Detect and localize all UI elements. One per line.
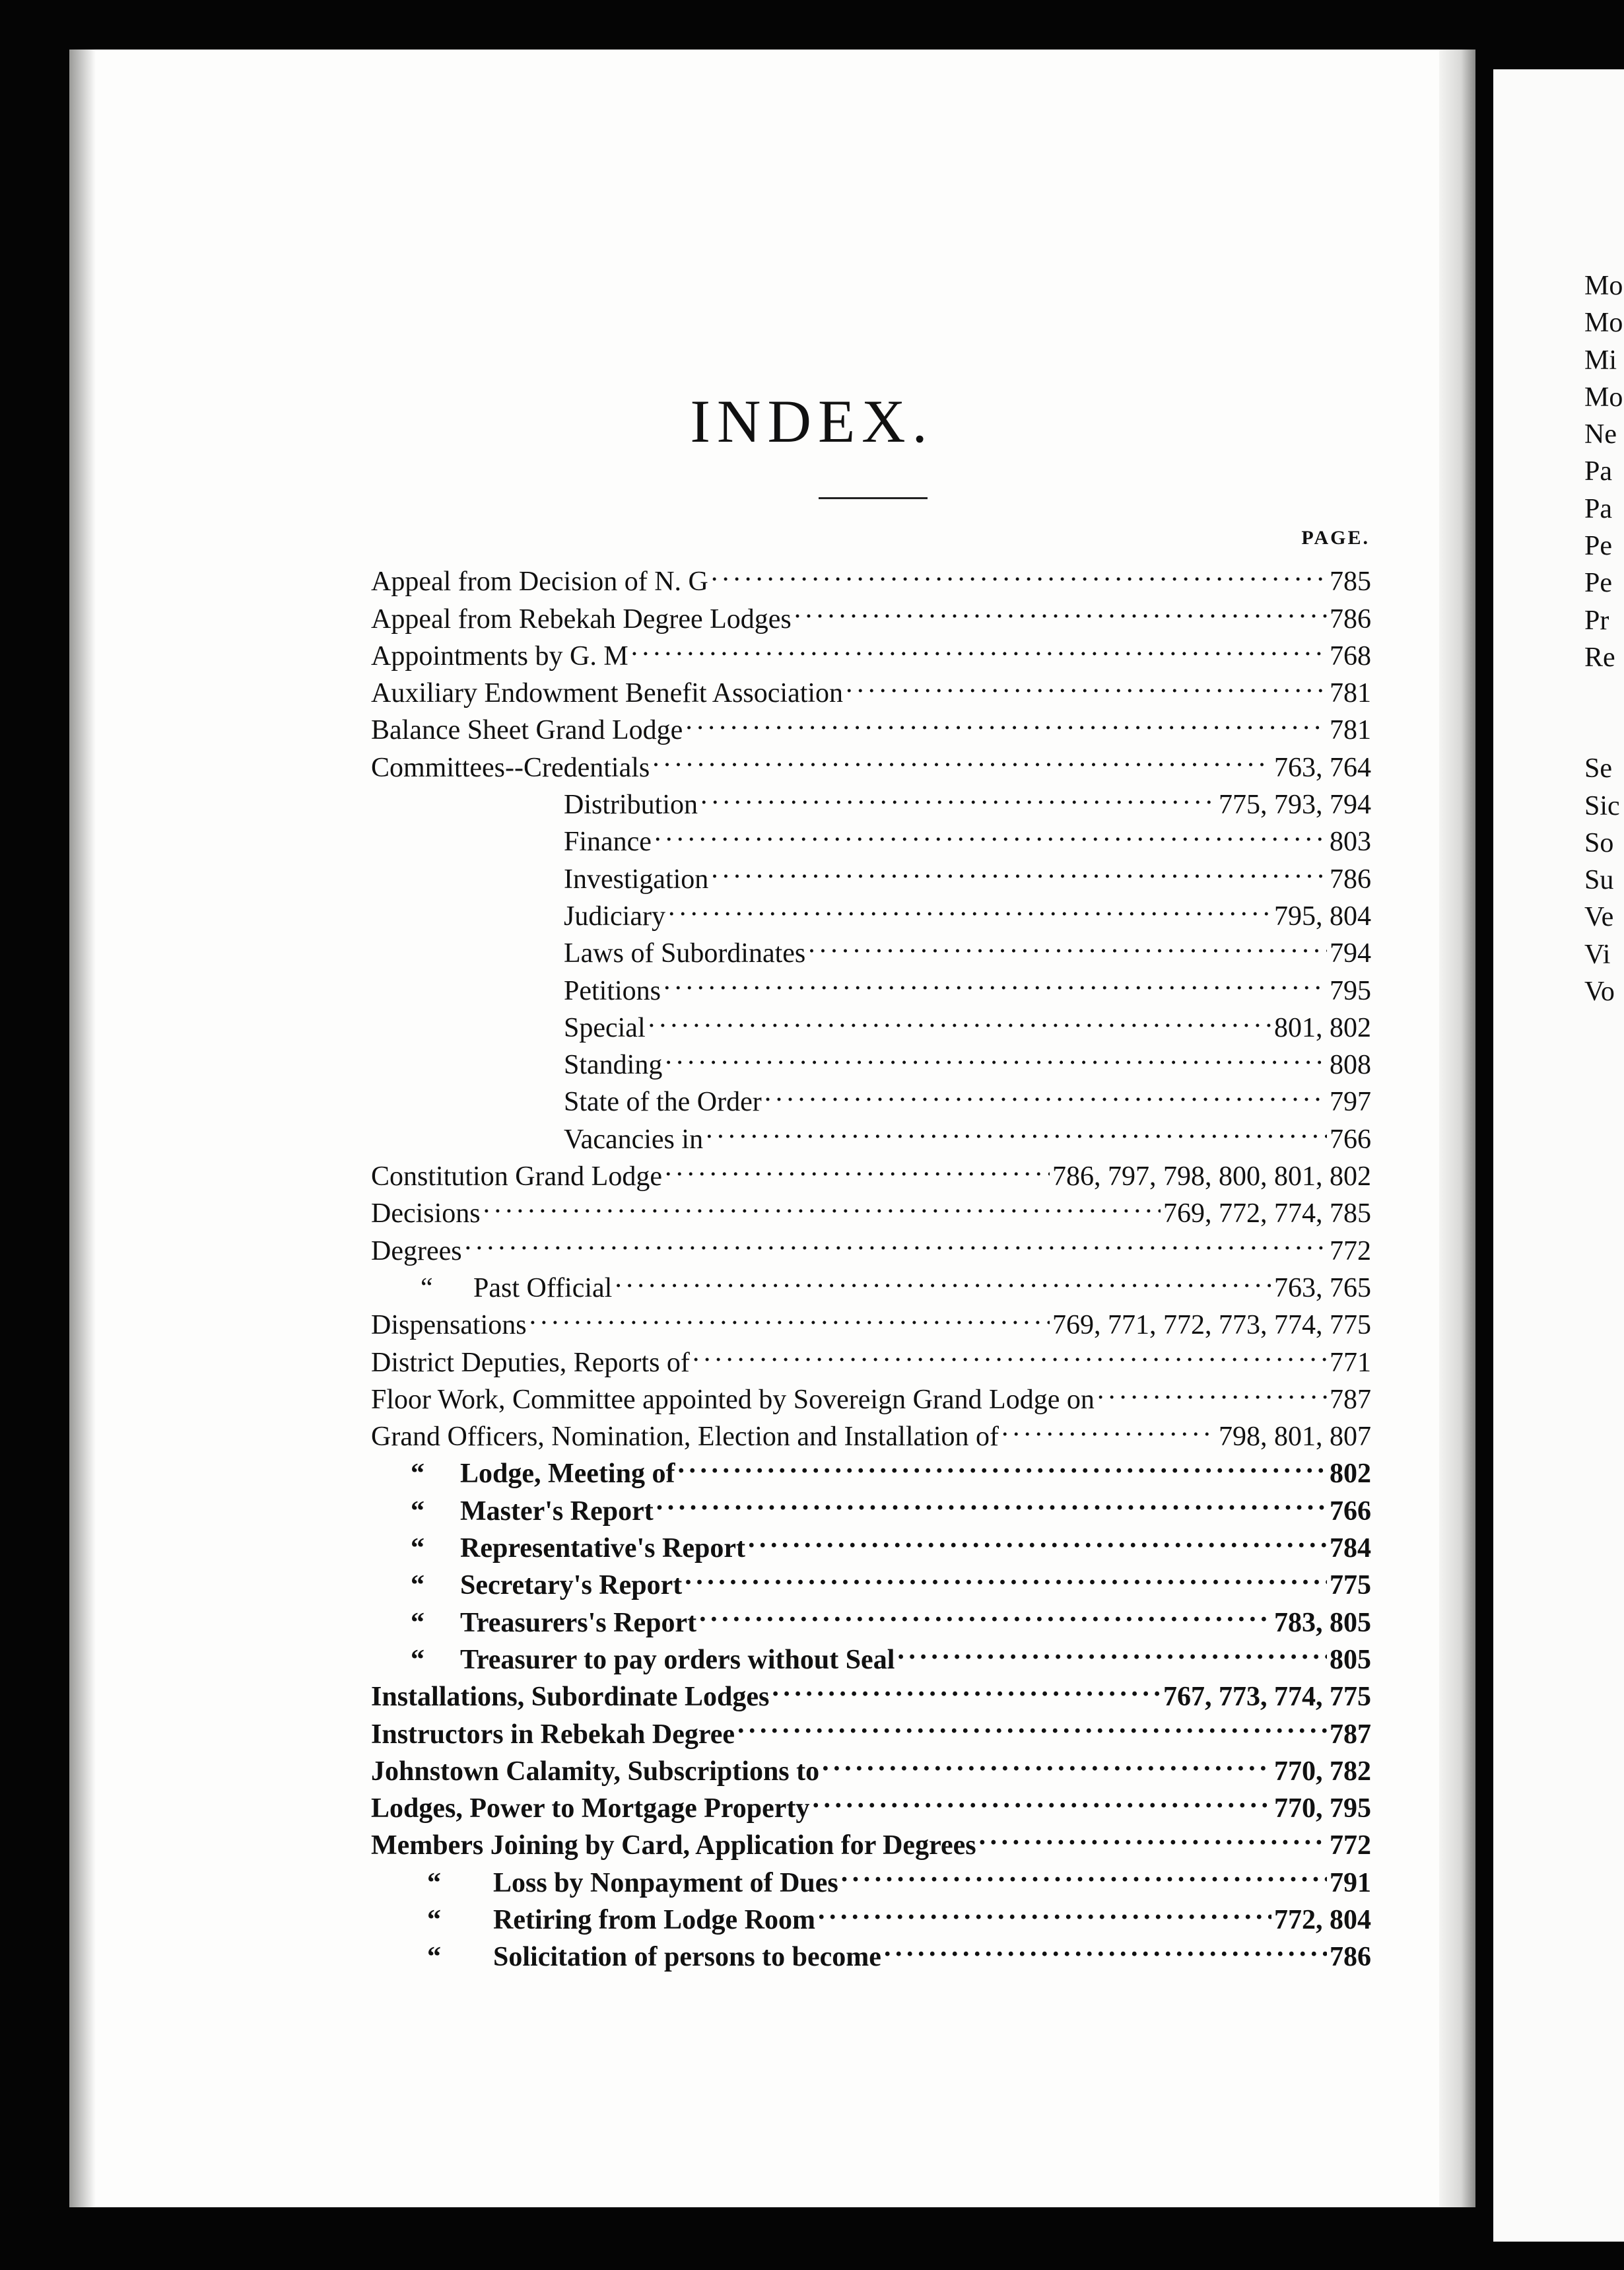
dot-leader (818, 1892, 1271, 1929)
entry-pages: 786 (1330, 1942, 1371, 1973)
entry-label: Lodge, Meeting of (460, 1459, 675, 1490)
entry-pages: 769, 772, 774, 785 (1163, 1198, 1371, 1229)
index-entry (371, 813, 1371, 858)
dot-leader (529, 1297, 1050, 1334)
dot-leader (1097, 1371, 1327, 1408)
entry-label: Laws of Subordinates (564, 938, 806, 969)
index-entry (371, 888, 1371, 932)
ditto-mark: “ (421, 1272, 433, 1303)
title-rule (819, 497, 928, 499)
entry-pages: 772, 804 (1274, 1904, 1371, 1935)
entry-pages: 786, 797, 798, 800, 801, 802 (1052, 1161, 1371, 1192)
facing-line: Re (1584, 642, 1615, 673)
entry-pages: 805 (1330, 1644, 1371, 1675)
entry-pages: 770, 795 (1274, 1793, 1371, 1824)
dot-leader (663, 962, 1327, 999)
facing-line: Ne (1584, 419, 1617, 450)
entry-pages: 803 (1330, 827, 1371, 858)
dot-leader (685, 1557, 1327, 1594)
entry-pages: 786 (1330, 603, 1371, 635)
entry-label: Secretary's Report (460, 1570, 683, 1601)
index-entries (371, 553, 1371, 1973)
dot-leader (700, 776, 1216, 813)
entry-label: Instructors in Rebekah Degree (371, 1719, 735, 1750)
entry-label: Special (564, 1012, 646, 1043)
entry-pages: 798, 801, 807 (1219, 1422, 1371, 1453)
entry-pages: 772 (1330, 1235, 1371, 1266)
facing-line: Se (1584, 753, 1612, 784)
ditto-mark: “ (427, 1904, 441, 1935)
entry-label: Treasurer to pay orders without Seal (460, 1644, 895, 1675)
entry-pages: 768 (1330, 640, 1371, 671)
dot-leader (764, 1074, 1327, 1111)
facing-line: Vi (1584, 939, 1611, 970)
index-entry (371, 962, 1371, 1006)
index-entry (371, 850, 1371, 895)
ditto-mark: “ (411, 1459, 424, 1490)
dot-leader (822, 1743, 1271, 1780)
entry-pages: 787 (1330, 1384, 1371, 1415)
dot-leader (794, 590, 1327, 627)
dot-leader (654, 813, 1327, 850)
facing-line: Mo (1584, 308, 1623, 339)
facing-line: Pa (1584, 456, 1612, 487)
dot-leader (737, 1705, 1327, 1742)
entry-pages: 783, 805 (1274, 1607, 1371, 1638)
dot-leader (631, 628, 1327, 665)
dot-leader (615, 1260, 1271, 1297)
dot-leader (677, 1445, 1327, 1482)
entry-pages: 763, 764 (1274, 752, 1371, 783)
entry-label: Lodges, Power to Mortgage Property (371, 1793, 810, 1824)
ditto-mark: “ (411, 1570, 424, 1601)
entry-pages: 775 (1330, 1570, 1371, 1601)
facing-line: So (1584, 827, 1614, 858)
dot-leader (699, 1594, 1271, 1631)
entry-pages: 801, 802 (1274, 1012, 1371, 1043)
entry-label: Appeal from Decision of N. G (371, 567, 708, 598)
entry-label: State of the Order (564, 1087, 762, 1118)
ditto-mark: “ (427, 1942, 441, 1973)
facing-line: Vo (1584, 977, 1615, 1008)
dot-leader (979, 1817, 1327, 1854)
entry-label: Finance (564, 827, 652, 858)
index-entry (371, 553, 1371, 598)
entry-pages: 769, 771, 772, 773, 774, 775 (1052, 1310, 1371, 1341)
dot-leader (884, 1929, 1327, 1966)
index-entry (371, 1148, 1371, 1192)
entry-label: Past Official (473, 1272, 613, 1303)
page-column-header: PAGE. (1301, 527, 1370, 549)
entry-label: Decisions (371, 1198, 481, 1229)
entry-pages: 795 (1330, 975, 1371, 1006)
entry-label: Retiring from Lodge Room (493, 1904, 815, 1935)
entry-pages: 781 (1330, 678, 1371, 709)
index-entry (371, 1260, 1371, 1303)
index-entry (371, 1037, 1371, 1081)
entry-pages: 763, 765 (1274, 1272, 1371, 1303)
entry-label: Members Joining by Card, Application for Degrees (371, 1830, 976, 1861)
entry-label: Committees--Credentials (371, 752, 650, 783)
ditto-mark: “ (411, 1496, 424, 1527)
dot-leader (772, 1668, 1161, 1705)
entry-pages: 787 (1330, 1719, 1371, 1750)
facing-line: Sic (1584, 790, 1620, 821)
entry-pages: 770, 782 (1274, 1756, 1371, 1787)
facing-line: Pr (1584, 605, 1609, 636)
entry-label: Appeal from Rebekah Degree Lodges (371, 603, 792, 635)
entry-pages: 808 (1330, 1050, 1371, 1081)
entry-label: Johnstown Calamity, Subscriptions to (371, 1756, 820, 1787)
entry-pages: 794 (1330, 938, 1371, 969)
entry-pages: 797 (1330, 1087, 1371, 1118)
dot-leader (665, 1037, 1327, 1074)
entry-pages: 784 (1330, 1533, 1371, 1564)
entry-label: Vacancies in (564, 1124, 704, 1155)
dot-leader (693, 1334, 1327, 1371)
entry-label: Grand Officers, Nomination, Election and Installation of (371, 1422, 999, 1453)
facing-line: Su (1584, 865, 1614, 896)
entry-label: Installations, Subordinate Lodges (371, 1682, 770, 1713)
facing-line: Mo (1584, 271, 1623, 301)
dot-leader (812, 1780, 1271, 1817)
entry-label: Judiciary (564, 901, 665, 932)
index-entry (371, 925, 1371, 969)
entry-label: Representative's Report (460, 1533, 745, 1564)
dot-leader (748, 1520, 1327, 1557)
facing-line: Pe (1584, 568, 1612, 599)
entry-pages: 791 (1330, 1867, 1371, 1898)
facing-line: Mo (1584, 382, 1623, 413)
dot-leader (706, 1111, 1327, 1148)
entry-label: Dispensations (371, 1310, 527, 1341)
index-entry (371, 1074, 1371, 1118)
dot-leader (648, 1000, 1271, 1037)
page-title: INDEX. (690, 388, 934, 455)
dot-leader (808, 925, 1327, 962)
dot-leader (846, 665, 1327, 702)
entry-pages: 781 (1330, 715, 1371, 746)
entry-label: Master's Report (460, 1496, 654, 1527)
entry-pages: 766 (1330, 1496, 1371, 1527)
entry-pages: 766 (1330, 1124, 1371, 1155)
page-gutter-shadow (69, 50, 96, 2207)
entry-label: Loss by Nonpayment of Dues (493, 1867, 838, 1898)
entry-pages: 772 (1330, 1830, 1371, 1861)
entry-label: Auxiliary Endowment Benefit Association (371, 678, 844, 709)
entry-label: Treasurers's Report (460, 1607, 697, 1638)
entry-label: Standing (564, 1050, 663, 1081)
entry-label: Constitution Grand Lodge (371, 1161, 662, 1192)
entry-pages: 786 (1330, 864, 1371, 895)
facing-line: Ve (1584, 902, 1614, 933)
dot-leader (711, 553, 1327, 590)
index-entry (371, 1000, 1371, 1043)
dot-leader (897, 1632, 1327, 1668)
page-edge (1439, 50, 1475, 2207)
dot-leader (711, 850, 1327, 887)
entry-label: District Deputies, Reports of (371, 1347, 690, 1378)
facing-page-text (1584, 267, 1623, 1010)
facing-line: Pe (1584, 531, 1612, 562)
entry-pages: 771 (1330, 1347, 1371, 1378)
dot-leader (841, 1854, 1327, 1891)
entry-label: Investigation (564, 864, 709, 895)
entry-label: Solicitation of persons to become (493, 1942, 881, 1973)
entry-label: Appointments by G. M (371, 640, 628, 671)
dot-leader (1001, 1408, 1216, 1445)
entry-label: Distribution (564, 790, 698, 821)
dot-leader (668, 888, 1271, 925)
dot-leader (465, 1222, 1327, 1259)
entry-pages: 802 (1330, 1459, 1371, 1490)
dot-leader (665, 1148, 1050, 1185)
index-entry (371, 1111, 1371, 1155)
dot-leader (685, 702, 1327, 739)
entry-pages: 795, 804 (1274, 901, 1371, 932)
ditto-mark: “ (427, 1867, 441, 1898)
ditto-mark: “ (411, 1533, 424, 1564)
dot-leader (656, 1482, 1327, 1519)
dot-leader (652, 739, 1271, 776)
index-entry (371, 1222, 1371, 1266)
entry-pages: 785 (1330, 567, 1371, 598)
facing-line: Pa (1584, 493, 1612, 524)
facing-line: Mi (1584, 345, 1617, 376)
entry-pages: 775, 793, 794 (1219, 790, 1371, 821)
entry-label: Floor Work, Committee appointed by Sovereign Grand Lodge on (371, 1384, 1095, 1415)
entry-label: Degrees (371, 1235, 462, 1266)
entry-pages: 767, 773, 774, 775 (1163, 1682, 1371, 1713)
entry-label: Petitions (564, 975, 661, 1006)
entry-label: Balance Sheet Grand Lodge (371, 715, 683, 746)
ditto-mark: “ (411, 1607, 424, 1638)
ditto-mark: “ (411, 1644, 424, 1675)
dot-leader (483, 1185, 1161, 1222)
facing-gap (1584, 676, 1623, 750)
